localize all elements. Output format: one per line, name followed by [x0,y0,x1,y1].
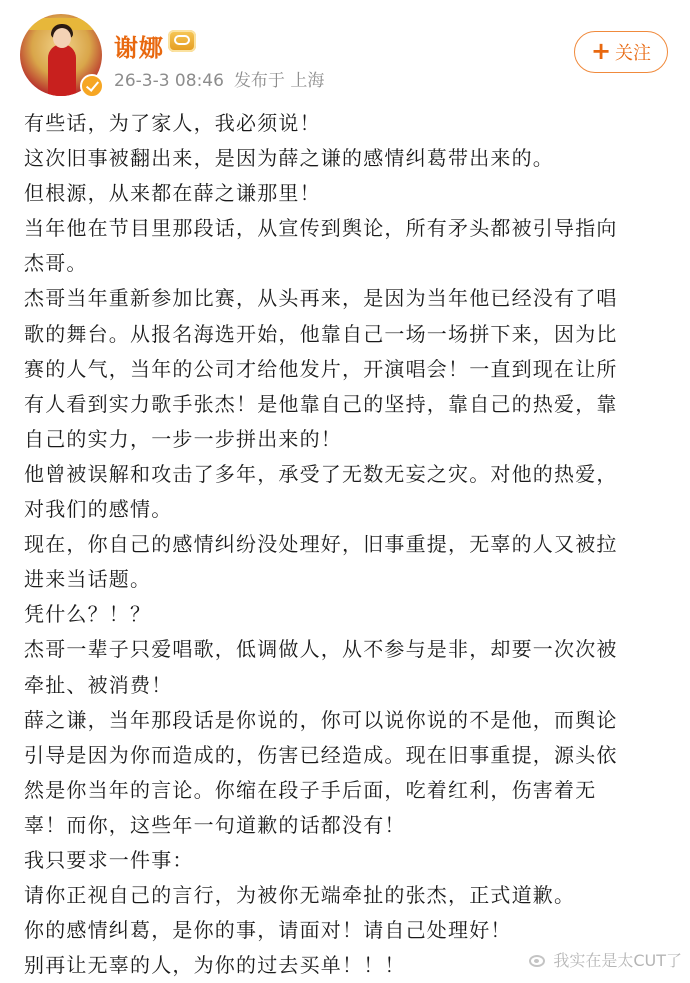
watermark-text: 我实在是太CUT了 [553,951,682,970]
post-text-line: 对我们的感情。 [24,497,173,522]
avatar-figure-head [53,28,71,48]
post-text-line: 赛的人气，当年的公司才给他发片，开演唱会！一直到现在让所 [24,356,618,381]
post-header [0,0,690,110]
post-text-line: 请你正视自己的言行，为被你无端牵扯的张杰，正式道歉。 [24,883,576,908]
post-text-line: 引导是因为你而造成的，伤害已经造成。现在旧事重提，源头依 [24,742,618,767]
post-text-line: 但根源，从来都在薛之谦那里！ [24,181,321,206]
post-text-line: 他曾被误解和攻击了多年，承受了无数无妄之灾。对他的热爱， [24,461,618,486]
post-text-line: 自己的实力，一步一步拼出来的！ [24,426,342,451]
post-text-line: 这次旧事被翻出来，是因为薛之谦的感情纠葛带出来的。 [24,146,554,171]
post-text-line: 当年他在节目里那段话，从宣传到舆论，所有矛头都被引导指向 [24,216,618,241]
verified-badge-icon [80,74,104,98]
post-meta [114,66,324,91]
watermark [527,948,682,971]
post-text-line: 进来当话题。 [24,567,152,592]
post-text-line: 牵扯、被消费！ [24,672,173,697]
weibo-icon [527,952,549,968]
post-timestamp: 26-3-3 08:46 [114,71,224,91]
post-text-line: 我只要求一件事： [24,847,194,872]
post-text-line: 你的感情纠葛，是你的事，请面对！请自己处理好！ [24,918,512,943]
post-text-line: 有些话，为了家人，我必须说！ [24,111,321,135]
post-text-line: 别再让无辜的人，为你的过去买单！！！ [24,953,406,978]
follow-button-label: 关注 [615,43,652,64]
author-name[interactable]: 谢娜 [114,34,164,62]
post-text-line: 现在，你自己的感情纠纷没处理好，旧事重提，无辜的人又被拉 [24,532,618,557]
post-text-line: 杰哥。 [24,251,88,276]
avatar-figure-body [48,44,76,96]
post-body [24,106,654,983]
post-text-line: 薛之谦，当年那段话是你说的，你可以说你说的不是他，而舆论 [24,707,618,732]
follow-button[interactable] [574,31,668,73]
post-text-line: 辜！而你，这些年一句道歉的话都没有！ [24,812,406,837]
post-text-line: 然是你当年的言论。你缩在段子手后面，吃着红利，伤害着无 [24,777,597,802]
post-text-line: 歌的舞台。从报名海选开始，他靠自己一场一场拼下来，因为比 [24,321,618,346]
plus-icon: + [590,37,612,65]
avatar[interactable] [20,14,102,96]
post-text-line: 杰哥一辈子只爱唱歌，低调做人，从不参与是非，却要一次次被 [24,637,618,662]
post-text-line: 有人看到实力歌手张杰！是他靠自己的坚持，靠自己的热爱，靠 [24,391,618,416]
post-text-line: 杰哥当年重新参加比赛，从头再来，是因为当年他已经没有了唱 [24,286,618,311]
post-location: 发布于 上海 [233,71,325,91]
post-text-line: 凭什么？！？ [24,602,152,627]
vip-level-icon[interactable] [168,30,196,52]
